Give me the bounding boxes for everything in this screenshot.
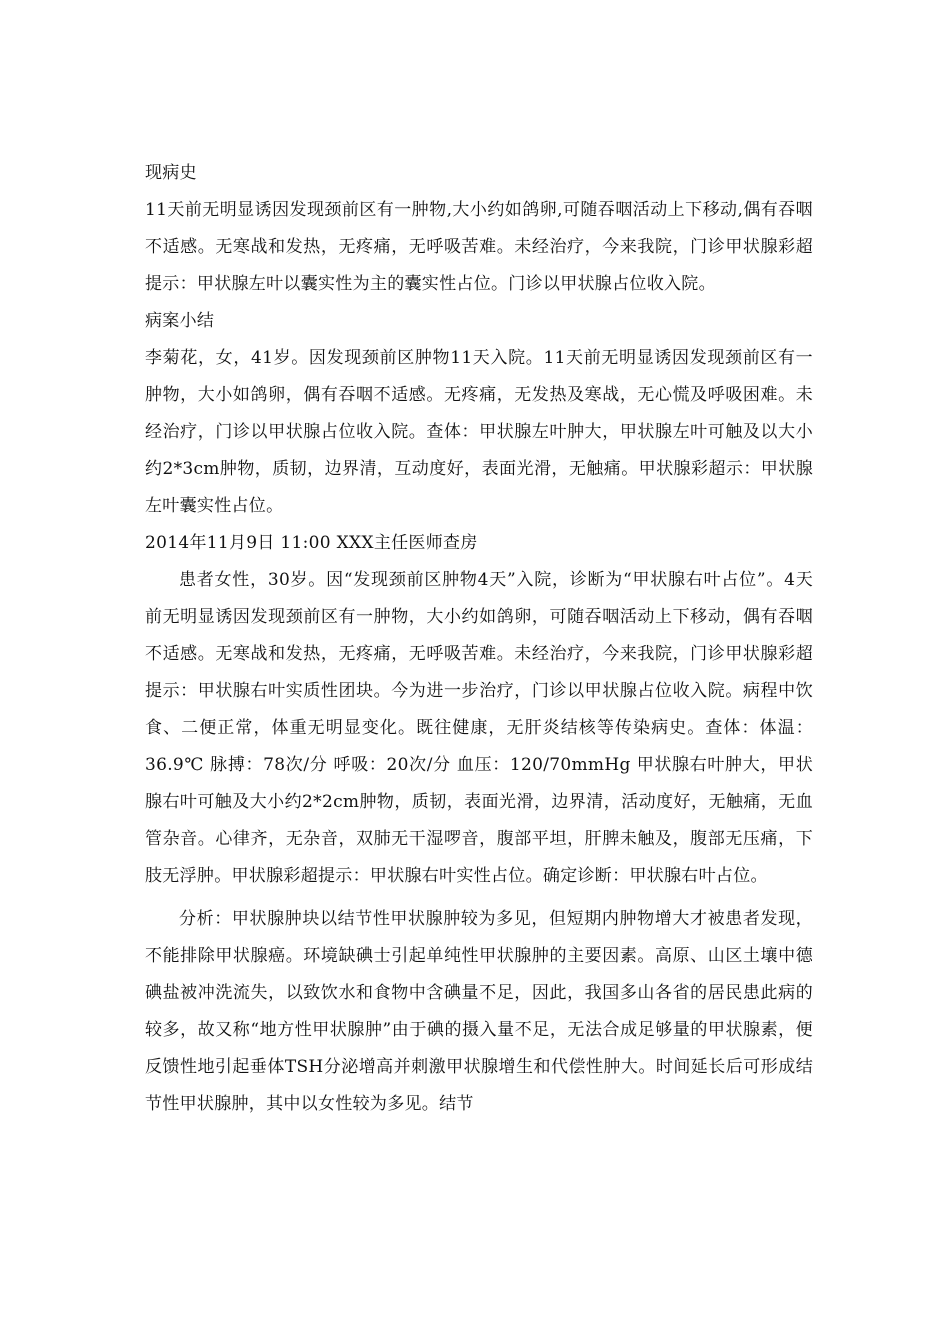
present-illness-paragraph: 11天前无明显诱因发现颈前区有一肿物,大小约如鸽卵,可随吞咽活动上下移动,偶有吞咽不适感。无寒战和发热，无疼痛，无呼吸苦难。未经治疗，今来我院，门诊甲状腺彩超提示：甲状腺左叶以囊实性为主的囊实性占位。门诊以甲状腺占位收入院。 [145, 200, 813, 294]
analysis-paragraph: 分析：甲状腺肿块以结节性甲状腺肿较为多见，但短期内肿物增大才被患者发现，不能排除甲状腺癌。环境缺碘士引起单纯性甲状腺肿的主要因素。高原、山区土壤中德碘盐被冲洗流失，以致饮水和食物中含碘量不足，因此，我国多山各省的居民患此病的较多，故又称“地方性甲状腺肿”由于碘的摄入量不足，无法合成足够量的甲状腺素，便反馈性地引起垂体TSH分泌增高并刺激甲状腺增生和代偿性肿大。时间延长后可形成结节性甲状腺肿，其中以女性较为多见。结节 [145, 909, 813, 1114]
case-summary-paragraph: 李菊花，女，41岁。因发现颈前区肿物11天入院。11天前无明显诱因发现颈前区有一肿物，大小如鸽卵，偶有吞咽不适感。无疼痛，无发热及寒战，无心慌及呼吸困难。未经治疗，门诊以甲状腺占位收入院。查体：甲状腺左叶肿大，甲状腺左叶可触及以大小约2*3cm肿物，质韧，边界清，互动度好，表面光滑，无触痛。甲状腺彩超示：甲状腺左叶囊实性占位。 [145, 348, 813, 516]
section-heading-present-illness: 现病史 [145, 163, 197, 183]
document-body [145, 155, 813, 1123]
section-heading-case-summary: 病案小结 [145, 311, 215, 331]
ward-round-header: 2014年11月9日 11:00 XXX主任医师查房 [145, 533, 478, 553]
ward-round-paragraph: 患者女性，30岁。因“发现颈前区肿物4天”入院，诊断为“甲状腺右叶占位”。4天前无明显诱因发现颈前区有一肿物，大小约如鸽卵，可随吞咽活动上下移动，偶有吞咽不适感。无寒战和发热，无疼痛，无呼吸苦难。未经治疗，今来我院，门诊甲状腺彩超提示：甲状腺右叶实质性团块。今为进一步治疗，门诊以甲状腺占位收入院。病程中饮食、二便正常，体重无明显变化。既往健康，无肝炎结核等传染病史。查体：体温：36.9℃ 脉搏：78次/分 呼吸：20次/分 血压：120/70mmHg 甲状腺右叶肿大，甲状腺右叶可触及大小约2*2cm肿物，质韧，表面光滑，边界清，活动度好，无触痛，无血管杂音。心律齐，无杂音，双肺无干湿啰音，腹部平坦，肝脾未触及，腹部无压痛，下肢无浮肿。甲状腺彩超提示：甲状腺右叶实性占位。确定诊断：甲状腺右叶占位。 [145, 570, 813, 886]
